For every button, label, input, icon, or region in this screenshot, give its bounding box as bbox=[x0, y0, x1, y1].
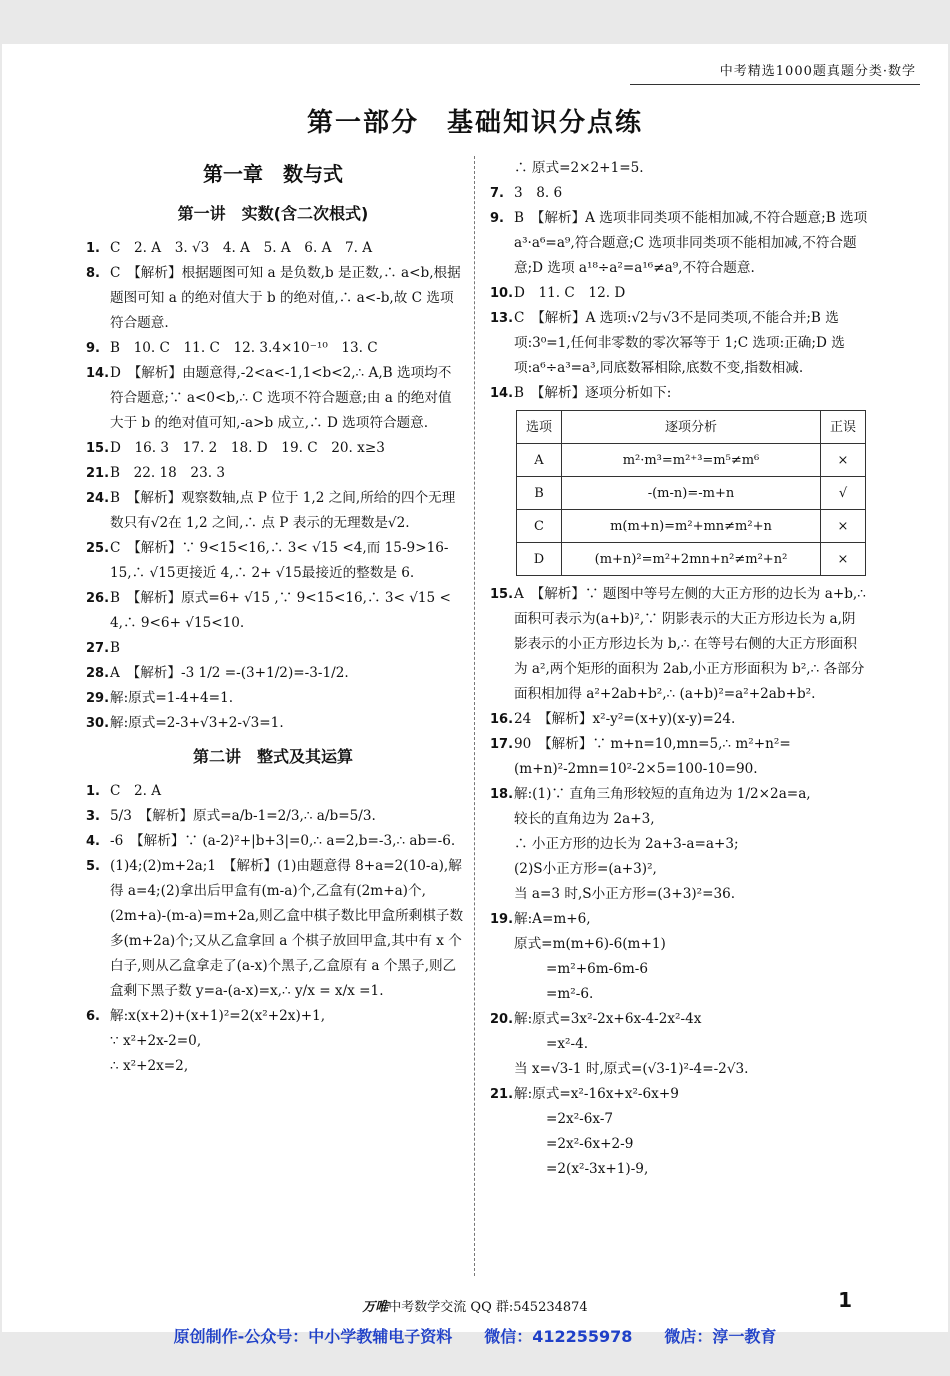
table-cell: C bbox=[517, 510, 562, 543]
solution-line: 当 a=3 时,S小正方形=(3+3)²=36. bbox=[514, 886, 736, 902]
item-text: -6 【解析】∵ (a-2)²+|b+3|=0,∴ a=2,b=-3,∴ ab=-6. bbox=[110, 833, 456, 849]
item-number: 8. bbox=[86, 266, 100, 281]
table-cell: m(m+n)=m²+mn≠m²+n bbox=[561, 510, 820, 543]
item-number: 17. bbox=[490, 737, 514, 752]
answer-21 bbox=[486, 1082, 868, 1107]
item-number: 15. bbox=[86, 441, 110, 456]
answer-item bbox=[486, 707, 868, 732]
item-number: 27. bbox=[86, 641, 110, 656]
item-text: 90 【解析】∵ m+n=10,mn=5,∴ m²+n²=(m+n)²-2mn=10²-2×5=100-10=90. bbox=[514, 736, 791, 777]
answer-item bbox=[82, 636, 464, 661]
solution-line: =2(x²-3x+1)-9, bbox=[546, 1161, 649, 1177]
running-header: 中考精选1000题真题分类·数学 bbox=[719, 64, 916, 79]
answer-item bbox=[82, 854, 464, 1004]
item-text: B 【解析】A 选项非同类项不能相加减,不符合题意;B 选项 a³·a⁶=a⁹,符合题意;C 选项非同类项不能相加减,不符合题意;D 选项 a¹⁸÷a²=a¹⁶≠a⁹,不符合题意. bbox=[514, 210, 868, 276]
item-number: 16. bbox=[490, 712, 514, 727]
item-number: 4. bbox=[86, 834, 100, 849]
item-text: 5/3 【解析】原式=a/b-1=2/3,∴ a/b=5/3. bbox=[110, 808, 376, 824]
solution-line: =2x²-6x-7 bbox=[546, 1111, 614, 1127]
table-header-cell: 逐项分析 bbox=[561, 411, 820, 444]
answer-item bbox=[486, 281, 868, 306]
answer-list-1 bbox=[82, 236, 464, 736]
promo-banner: 原创制作-公众号：中小学教辅电子资料 微信：412255978 微店：淳一教育 bbox=[173, 1327, 777, 1346]
item-number: 1. bbox=[86, 784, 100, 799]
answer-item bbox=[82, 779, 464, 804]
answer-item bbox=[82, 486, 464, 536]
answer-20 bbox=[486, 1007, 868, 1032]
answer-item bbox=[486, 582, 868, 707]
lecture-title-2: 第二讲 整式及其运算 bbox=[192, 747, 353, 766]
item-text: D 16. 3 17. 2 18. D 19. C 20. x≥3 bbox=[110, 440, 385, 456]
item-text: 解:原式=3x²-2x+6x-4-2x²-4x bbox=[514, 1011, 702, 1027]
solution-line: =2x²-6x+2-9 bbox=[546, 1136, 634, 1152]
solution-line: =x²-4. bbox=[546, 1036, 589, 1052]
item-number: 9. bbox=[86, 341, 100, 356]
answer-item bbox=[486, 782, 868, 807]
item-text: 解:原式=x²-16x+x²-6x+9 bbox=[514, 1086, 679, 1102]
solution-line: =m²-6. bbox=[546, 986, 594, 1002]
table-cell: × bbox=[821, 444, 866, 477]
answer-list-4 bbox=[486, 582, 868, 807]
item-text: 解:A=m+6, bbox=[514, 911, 591, 927]
item-text: 24 【解析】x²-y²=(x+y)(x-y)=24. bbox=[514, 711, 736, 727]
table-row bbox=[517, 444, 866, 477]
answer-item bbox=[82, 236, 464, 261]
solution-line: ∴ x²+2x=2, bbox=[110, 1058, 189, 1074]
answer-19-continued bbox=[486, 932, 868, 1007]
table-cell: m²·m³=m²⁺³=m⁵≠m⁶ bbox=[561, 444, 820, 477]
table-header-row bbox=[517, 411, 866, 444]
answer-item bbox=[82, 336, 464, 361]
brand-logo: 万唯 bbox=[362, 1300, 389, 1315]
item-number: 19. bbox=[490, 912, 514, 927]
left-column bbox=[82, 156, 464, 1079]
item-number: 21. bbox=[490, 1087, 514, 1102]
analysis-table bbox=[516, 410, 866, 576]
page-footer bbox=[2, 1296, 948, 1315]
answer-item bbox=[82, 686, 464, 711]
answer-item bbox=[82, 461, 464, 486]
table-cell: (m+n)²=m²+2mn+n²≠m²+n² bbox=[561, 543, 820, 576]
item-text: 3 8. 6 bbox=[514, 185, 563, 201]
table-row bbox=[517, 477, 866, 510]
item-number: 24. bbox=[86, 491, 110, 506]
answer-item bbox=[82, 1004, 464, 1029]
item-text: B 22. 18 23. 3 bbox=[110, 465, 226, 481]
item-number: 15. bbox=[490, 587, 514, 602]
table-cell: × bbox=[821, 543, 866, 576]
item-text: A 【解析】∵ 题图中等号左侧的大正方形的边长为 a+b,∴ 面积可表示为(a+b)²,∵ 阴影表示的大正方形边长为 a,阴影表示的小正方形边长为 b,∴ 在等号右侧的大正方形面积为 a²,两个矩形的面积为 2ab,小正方形面积为 b²,∴ 各部分面积相加得 a²+2ab+b²,∴ (a+b)²=a²+2ab+b². bbox=[514, 586, 866, 702]
table-row bbox=[517, 543, 866, 576]
right-column bbox=[486, 156, 868, 1182]
table-row bbox=[517, 510, 866, 543]
answer-item bbox=[486, 732, 868, 782]
chapter-title: 第一章 数与式 bbox=[203, 162, 343, 186]
answer-item bbox=[82, 586, 464, 636]
header-rule bbox=[630, 84, 920, 85]
item-number: 6. bbox=[86, 1009, 100, 1024]
item-number: 1. bbox=[86, 241, 100, 256]
page bbox=[2, 44, 948, 1332]
answer-item bbox=[82, 361, 464, 436]
solution-line: 当 x=√3-1 时,原式=(√3-1)²-4=-2√3. bbox=[514, 1061, 749, 1077]
answer-item bbox=[82, 536, 464, 586]
solution-line: ∵ x²+2x-2=0, bbox=[110, 1033, 202, 1049]
item-number: 3. bbox=[86, 809, 100, 824]
item-number: 10. bbox=[490, 286, 514, 301]
item-text: C 2. A 3. √3 4. A 5. A 6. A 7. A bbox=[110, 240, 373, 256]
solution-line: ∴ 小正方形的边长为 2a+3-a=a+3; bbox=[514, 836, 739, 852]
answer-item bbox=[486, 306, 868, 381]
answer-item bbox=[486, 907, 868, 932]
answer-item bbox=[82, 261, 464, 336]
answer-19 bbox=[486, 907, 868, 932]
page-number: 1 bbox=[838, 1288, 852, 1312]
answer-20-continued bbox=[486, 1032, 868, 1082]
solution-line: =m²+6m-6m-6 bbox=[546, 961, 649, 977]
item-text: 解:原式=1-4+4=1. bbox=[110, 690, 234, 706]
item-text: 解:原式=2-3+√3+2-√3=1. bbox=[110, 715, 284, 731]
answer-21-continued bbox=[486, 1107, 868, 1182]
item-number: 5. bbox=[86, 859, 100, 874]
answer-6-continued bbox=[82, 1029, 464, 1079]
item-text: D 11. C 12. D bbox=[514, 285, 626, 301]
lecture-title-1: 第一讲 实数(含二次根式) bbox=[177, 204, 369, 223]
table-cell: D bbox=[517, 543, 562, 576]
table-cell: -(m-n)=-m+n bbox=[561, 477, 820, 510]
item-text: D 【解析】由题意得,-2<a<-1,1<b<2,∴ A,B 选项均不符合题意;∵ a<0<b,∴ C 选项不符合题意;由 a 的绝对值大于 b 的绝对值可知,-a>b 成立,∴ D 选项符合题意. bbox=[110, 365, 452, 431]
item-number: 30. bbox=[86, 716, 110, 731]
table-cell: A bbox=[517, 444, 562, 477]
item-number: 13. bbox=[490, 311, 514, 326]
item-text: A 【解析】-3 1/2 =-(3+1/2)=-3-1/2. bbox=[110, 665, 349, 681]
item-number: 20. bbox=[490, 1012, 514, 1027]
item-text: ∴ 原式=2×2+1=5. bbox=[514, 160, 644, 176]
item-number: 25. bbox=[86, 541, 110, 556]
answer-item bbox=[82, 711, 464, 736]
answer-item bbox=[82, 661, 464, 686]
item-text: 解:(1)∵ 直角三角形较短的直角边为 1/2×2a=a, bbox=[514, 786, 811, 802]
item-text: C 【解析】∵ 9<15<16,∴ 3< √15 <4,而 15-9>16-15,∴ √15更接近 4,∴ 2+ √15最接近的整数是 6. bbox=[110, 540, 449, 581]
table-header-cell: 正误 bbox=[821, 411, 866, 444]
answer-item bbox=[82, 436, 464, 461]
item-number: 26. bbox=[86, 591, 110, 606]
solution-line: (2)S小正方形=(a+3)², bbox=[514, 861, 657, 877]
answer-item bbox=[82, 829, 464, 854]
item-text: B 【解析】观察数轴,点 P 位于 1,2 之间,所给的四个无理数只有√2在 1,2 之间,∴ 点 P 表示的无理数是√2. bbox=[110, 490, 456, 531]
item-text: B 【解析】原式=6+ √15 ,∵ 9<15<16,∴ 3< √15 < 4,∴ 9<6+ √15<10. bbox=[110, 590, 451, 631]
part-title: 第一部分 基础知识分点练 bbox=[306, 108, 643, 138]
answer-item bbox=[486, 381, 868, 406]
table-cell: × bbox=[821, 510, 866, 543]
item-number: 29. bbox=[86, 691, 110, 706]
item-number: 18. bbox=[490, 787, 514, 802]
table-cell: B bbox=[517, 477, 562, 510]
item-text: C 2. A bbox=[110, 783, 162, 799]
answer-list-2 bbox=[82, 779, 464, 1029]
item-text: B 【解析】逐项分析如下: bbox=[514, 385, 672, 401]
column-divider bbox=[474, 156, 475, 1276]
answer-item bbox=[486, 1007, 868, 1032]
answer-item bbox=[486, 206, 868, 281]
item-text: (1)4;(2)m+2a;1 【解析】(1)由题意得 8+a=2(10-a),解得 a=4;(2)拿出后甲盒有(m-a)个,乙盒有(2m+a)个,(2m+a)-(m-a)=m+2a,则乙盒中棋子数比甲盒所剩棋子数多(m+2a)个;又从乙盒拿回 a 个棋子放回甲盒,其中有 x 个白子,则从乙盒拿走了(a-x)个黑子,乙盒原有 a 个黑子,则乙盒剩下黑子数 y=a-(a-x)=x,∴ y/x = x/x =1. bbox=[110, 858, 464, 999]
item-text: C 【解析】根据题图可知 a 是负数,b 是正数,∴ a<b,根据题图可知 a 的绝对值大于 b 的绝对值,∴ a<-b,故 C 选项符合题意. bbox=[110, 265, 461, 331]
answer-item bbox=[486, 156, 868, 181]
table-cell: √ bbox=[821, 477, 866, 510]
item-number: 14. bbox=[86, 366, 110, 381]
answer-18-continued bbox=[486, 807, 868, 907]
item-number: 7. bbox=[490, 186, 504, 201]
table-header-cell: 选项 bbox=[517, 411, 562, 444]
item-text: B bbox=[110, 640, 120, 656]
item-text: 解:x(x+2)+(x+1)²=2(x²+2x)+1, bbox=[110, 1008, 326, 1024]
solution-line: 较长的直角边为 2a+3, bbox=[514, 811, 655, 827]
item-number: 14. bbox=[490, 386, 514, 401]
item-number: 9. bbox=[490, 211, 504, 226]
solution-line: 原式=m(m+6)-6(m+1) bbox=[514, 936, 666, 952]
item-text: C 【解析】A 选项:√2与√3不是同类项,不能合并;B 选项:3⁰=1,任何非零数的零次幂等于 1;C 选项:正确;D 选项:a⁶÷a³=a³,同底数幂相除,底数不变,指数相减. bbox=[514, 310, 845, 376]
item-number: 28. bbox=[86, 666, 110, 681]
answer-list-3 bbox=[486, 156, 868, 406]
item-text: B 10. C 11. C 12. 3.4×10⁻¹⁰ 13. C bbox=[110, 340, 378, 356]
answer-item bbox=[486, 181, 868, 206]
answer-item bbox=[486, 1082, 868, 1107]
item-number: 21. bbox=[86, 466, 110, 481]
answer-item bbox=[82, 804, 464, 829]
footer-qq-group: 中考数学交流 QQ 群:545234874 bbox=[388, 1300, 588, 1315]
table-body bbox=[517, 444, 866, 576]
